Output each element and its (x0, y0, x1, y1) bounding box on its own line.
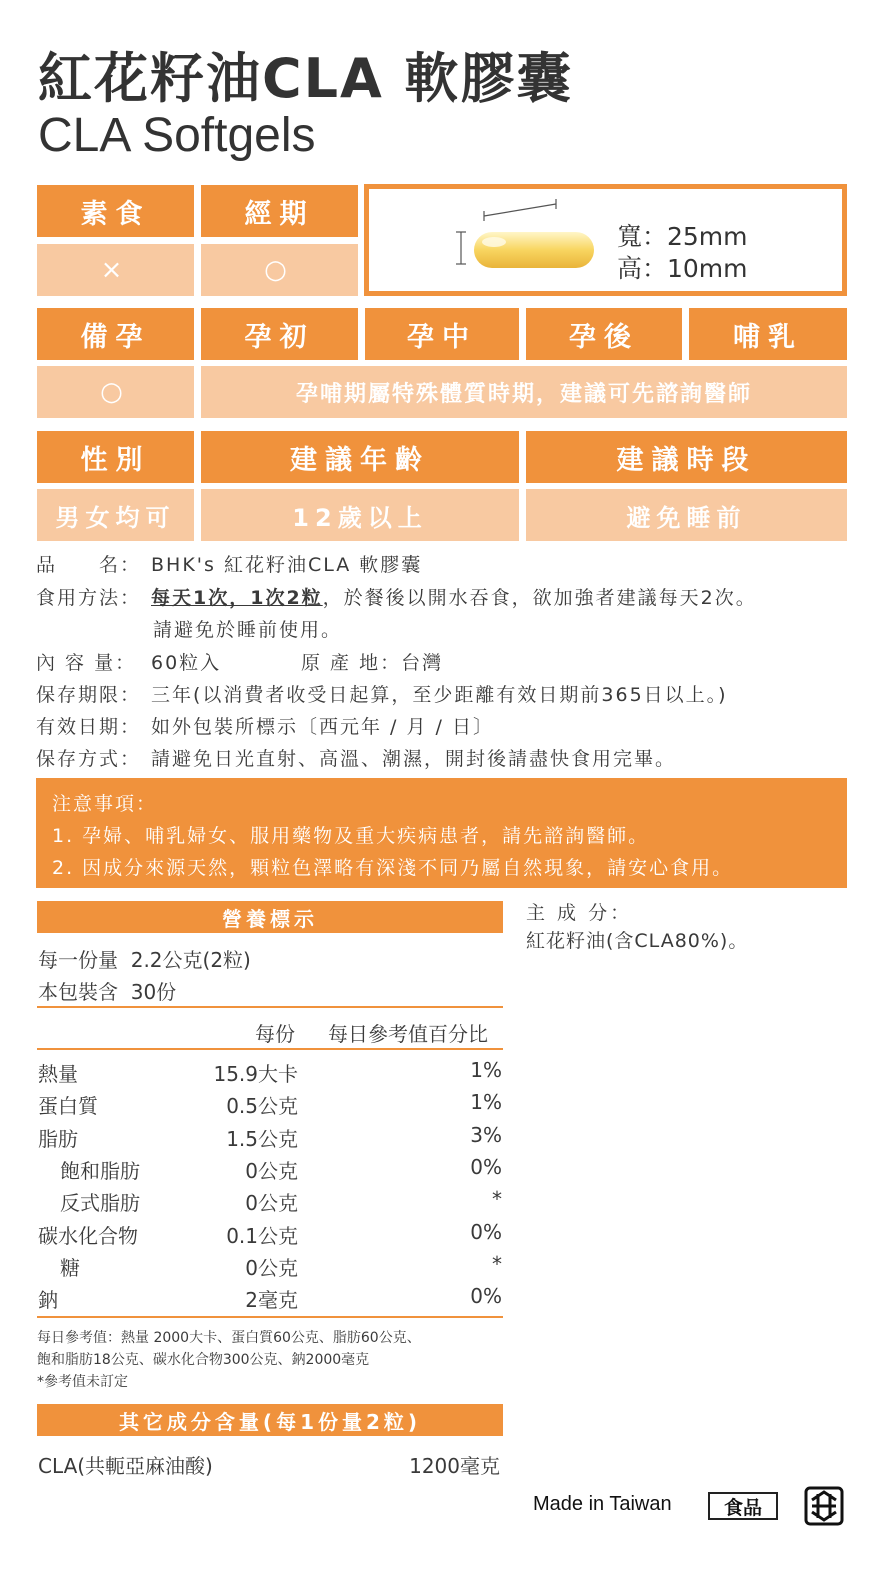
capsule-height: 高：10mm (617, 254, 748, 283)
nutrient-name: 飽和脂肪 (60, 1158, 140, 1183)
nutrient-per-serving: 15.9大卡 (213, 1062, 298, 1086)
servings-per-pack: 本包裝含 30份 (38, 980, 177, 1004)
gender-value: 男女均可 (37, 489, 194, 541)
info-shelf-life: 保存期限： 三年(以消費者收受日起算，至少距離有效日期前365日以上。) (36, 684, 728, 706)
nutrient-name: 脂肪 (38, 1126, 78, 1151)
age-value: 12歲以上 (201, 489, 519, 541)
pregnancy-header-mid: 孕中 (365, 308, 519, 360)
pregnancy-prep-value: ○ (37, 366, 194, 418)
info-content: 內 容 量： 60粒入 原 產 地：台灣 (36, 652, 444, 674)
col-per-serving: 每份 (255, 1022, 295, 1046)
nutrient-per-serving: 0公克 (245, 1158, 298, 1183)
nutrient-daily-value: 1% (470, 1090, 502, 1115)
nutrient-per-serving: 0公克 (245, 1191, 298, 1216)
pregnancy-note: 孕哺期屬特殊體質時期，建議可先諮詢醫師 (201, 366, 847, 418)
cla-name: CLA(共軛亞麻油酸) (38, 1454, 213, 1478)
nutrient-daily-value: 1% (470, 1058, 502, 1082)
pregnancy-header-nursing: 哺乳 (689, 308, 847, 360)
product-title-zh: 紅花籽油CLA 軟膠囊 (38, 47, 573, 110)
pregnancy-header-prep: 備孕 (37, 308, 194, 360)
nutrition-title: 營養標示 (37, 901, 503, 933)
made-in-taiwan: Made in Taiwan (533, 1493, 672, 1515)
time-value: 避免睡前 (526, 489, 847, 541)
nutrient-name: 熱量 (38, 1062, 78, 1086)
nutrient-name: 碳水化合物 (38, 1223, 138, 1248)
nutrient-per-serving: 2毫克 (245, 1288, 298, 1313)
capsule-width: 寬：25mm (617, 222, 748, 251)
ingredients-value: 紅花籽油(含CLA80%)。 (526, 930, 749, 952)
cla-value: 1200毫克 (409, 1454, 500, 1478)
ingredients-label: 主 成 分： (526, 902, 633, 924)
nutrient-per-serving: 0.5公克 (226, 1094, 298, 1119)
daily-reference-note: 飽和脂肪18公克、碳水化合物300公克、鈉2000毫克 (37, 1352, 370, 1368)
other-ingredients-title: 其它成分含量(每1份量2粒) (37, 1404, 503, 1436)
nutrient-per-serving: 0公克 (245, 1255, 298, 1280)
age-header: 建議年齡 (201, 431, 519, 483)
nutrient-name: 反式脂肪 (60, 1191, 140, 1216)
vegetarian-header: 素食 (37, 185, 194, 237)
nutrient-daily-value: 0% (470, 1154, 502, 1179)
capsule-size-box (364, 184, 847, 296)
nutrient-daily-value: 0% (470, 1284, 502, 1309)
nutrient-name: 鈉 (38, 1288, 58, 1313)
food-badge: 食品 (708, 1492, 778, 1520)
divider (37, 1048, 503, 1050)
nutrient-name: 蛋白質 (38, 1094, 98, 1119)
nutrient-daily-value: * (492, 1251, 502, 1276)
info-storage: 保存方式： 請避免日光直射、高溫、潮濕，開封後請盡快食用完畢。 (36, 748, 677, 770)
notice-title: 注意事項： (52, 793, 158, 815)
pregnancy-header-late: 孕後 (526, 308, 682, 360)
nutrient-daily-value: 3% (470, 1122, 502, 1147)
time-header: 建議時段 (526, 431, 847, 483)
serving-size: 每一份量 2.2公克(2粒) (38, 948, 251, 972)
col-daily-value: 每日參考值百分比 (328, 1022, 488, 1046)
pregnancy-header-early: 孕初 (201, 308, 358, 360)
notice-box (36, 778, 847, 888)
info-expiry: 有效日期： 如外包裝所標示〔西元年 / 月 / 日〕 (36, 716, 494, 738)
period-value: ○ (201, 244, 358, 296)
nutrient-daily-value: 0% (470, 1219, 502, 1244)
nutrient-name: 糖 (60, 1255, 80, 1280)
nutrient-per-serving: 1.5公克 (226, 1126, 298, 1151)
vegetarian-value: × (37, 244, 194, 296)
notice-item: 2. 因成分來源天然，顆粒色澤略有深淺不同乃屬自然現象，請安心食用。 (52, 857, 734, 879)
info-usage-line2: 請避免於睡前使用。 (153, 619, 343, 641)
info-usage: 食用方法： 每天1次，1次2粒，於餐後以開水吞食，欲加強者建議每天2次。 (36, 587, 757, 609)
divider (37, 1316, 503, 1318)
daily-reference-note: 每日參考值：熱量 2000大卡、蛋白質60公克、脂肪60公克、 (37, 1330, 421, 1346)
gender-header: 性別 (37, 431, 194, 483)
nutrient-per-serving: 0.1公克 (226, 1223, 298, 1248)
info-name: 品 名： BHK's 紅花籽油CLA 軟膠囊 (36, 554, 423, 576)
divider (37, 1006, 503, 1008)
period-header: 經期 (201, 185, 358, 237)
notice-item: 1. 孕婦、哺乳婦女、服用藥物及重大疾病患者，請先諮詢醫師。 (52, 825, 650, 847)
recycle-icon (804, 1486, 844, 1526)
reference-undefined-note: *參考值未訂定 (37, 1374, 128, 1390)
nutrient-daily-value: * (492, 1187, 502, 1212)
product-title-en: CLA Softgels (38, 109, 316, 162)
